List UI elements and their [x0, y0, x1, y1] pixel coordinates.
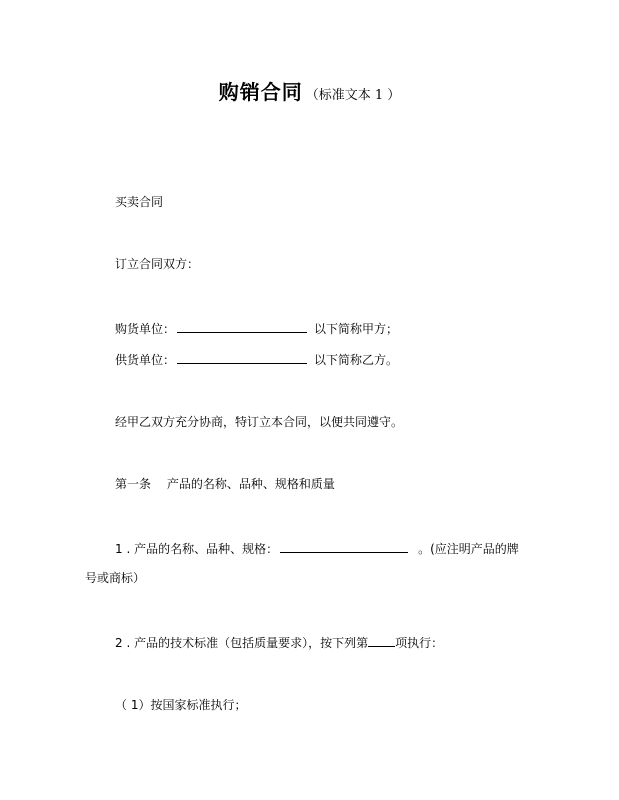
item-1-line: [115, 539, 519, 557]
article-1-heading: 第一条 产品的名称、品种、规格和质量: [115, 477, 335, 491]
seller-suffix: 以下简称乙方。: [314, 353, 399, 367]
seller-blank: [177, 350, 307, 364]
buyer-suffix: 以下简称甲方；: [314, 322, 399, 336]
item-2-blank: [368, 633, 395, 647]
item-2-line: [115, 633, 443, 651]
item-1-suffix: 。(应注明产品的牌: [418, 542, 519, 556]
parties-intro: 订立合同双方：: [115, 257, 200, 271]
title-subtitle: （标准文本 1 ）: [305, 88, 401, 103]
document-title: [0, 76, 619, 105]
item-2-suffix: 项执行：: [395, 636, 444, 650]
seller-label: 供货单位：: [115, 353, 176, 367]
buyer-line: [115, 319, 398, 337]
item-1-continuation: 号或商标）: [85, 571, 146, 585]
buyer-label: 购货单位：: [115, 322, 176, 336]
title-main: 购销合同: [218, 80, 303, 104]
seller-line: [115, 350, 398, 368]
agreement-paragraph: 经甲乙双方充分协商，特订立本合同，以便共同遵守。: [115, 415, 404, 429]
item-2-prefix: 2 . 产品的技术标准（包括质量要求），按下列第: [115, 636, 369, 650]
item-1-blank: [280, 539, 408, 553]
subitem-1: （ 1）按国家标准执行；: [115, 698, 247, 712]
contract-heading: 买卖合同: [115, 195, 164, 209]
item-1-prefix: 1 . 产品的名称、品种、规格：: [115, 542, 279, 556]
buyer-blank: [177, 319, 307, 333]
